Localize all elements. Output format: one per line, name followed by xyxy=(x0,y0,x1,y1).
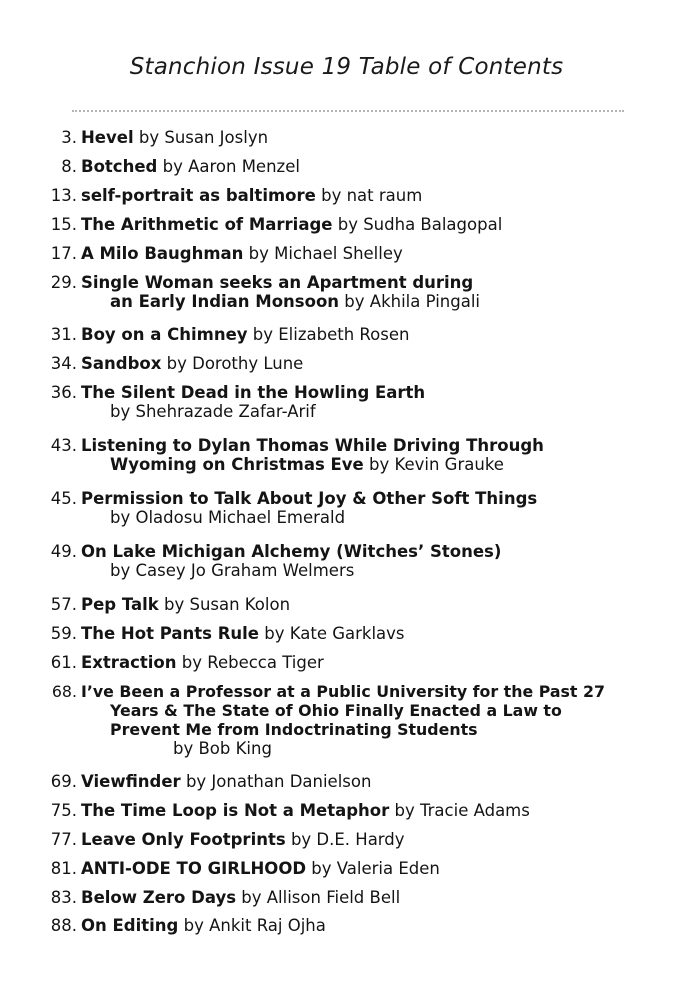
entry-title: Permission to Talk About Joy & Other Soft Things xyxy=(81,489,538,508)
page-number: 57. xyxy=(50,595,77,614)
page-number: 59. xyxy=(50,624,77,643)
entry-byline: by Valeria Eden xyxy=(311,859,440,878)
entry-title-line-1: I’ve Been a Professor at a Public University for the Past 27 xyxy=(81,682,605,701)
entry-byline: by D.E. Hardy xyxy=(290,830,405,849)
entry-title-line-1: Single Woman seeks an Apartment during xyxy=(81,273,474,292)
entry-byline: by Shehrazade Zafar-Arif xyxy=(110,402,316,421)
page-number: 31. xyxy=(50,325,77,344)
entry-title: self-portrait as baltimore xyxy=(81,186,316,205)
entry-title: Sandbox xyxy=(81,354,162,373)
entry-title-line-2: Years & The State of Ohio Finally Enacted a Law to xyxy=(110,701,562,720)
entry-byline: by Dorothy Lune xyxy=(166,354,304,373)
entry-byline: by Jonathan Danielson xyxy=(185,772,372,791)
page-number: 15. xyxy=(50,215,77,234)
page-number: 17. xyxy=(50,244,77,263)
page-number: 75. xyxy=(50,801,77,820)
entry-title: Botched xyxy=(81,157,158,176)
entry-title: The Arithmetic of Marriage xyxy=(81,215,333,234)
entry-byline: by Elizabeth Rosen xyxy=(252,325,410,344)
page-number: 81. xyxy=(50,859,77,878)
page-number: 8. xyxy=(61,157,77,176)
entry-byline: by Ankit Raj Ojha xyxy=(183,916,326,935)
entry-title: Extraction xyxy=(81,653,177,672)
entry-title-line-3: Prevent Me from Indoctrinating Students xyxy=(110,720,478,739)
page-title: Stanchion Issue 19 Table of Contents xyxy=(129,54,564,80)
page-number: 77. xyxy=(50,830,77,849)
entry-title: On Editing xyxy=(81,916,179,935)
entry-byline: by Oladosu Michael Emerald xyxy=(110,508,346,527)
page-number: 68. xyxy=(51,682,77,701)
entry-byline: by Bob King xyxy=(173,739,272,758)
page-number: 45. xyxy=(50,489,77,508)
page-number: 3. xyxy=(61,128,77,147)
entry-title: A Milo Baughman xyxy=(81,244,244,263)
entry-title-line-1: Listening to Dylan Thomas While Driving Through xyxy=(81,436,544,455)
page-number: 88. xyxy=(50,916,77,935)
entry-byline: by Rebecca Tiger xyxy=(181,653,324,672)
entry-byline: by Aaron Menzel xyxy=(162,157,300,176)
page-number: 83. xyxy=(50,888,77,907)
page-number: 34. xyxy=(50,354,77,373)
page-number: 61. xyxy=(50,653,77,672)
page-number: 69. xyxy=(50,772,77,791)
entry-title: On Lake Michigan Alchemy (Witches’ Stones) xyxy=(81,542,502,561)
entry-byline: by nat raum xyxy=(321,186,423,205)
entry-byline: by Allison Field Bell xyxy=(241,888,401,907)
page-number: 29. xyxy=(50,273,77,292)
entry-title: Below Zero Days xyxy=(81,888,237,907)
entry-title: ANTI-ODE TO GIRLHOOD xyxy=(81,859,307,878)
entry-title: Viewfinder xyxy=(81,772,181,791)
entry-title-line-2: Wyoming on Christmas Eve xyxy=(110,455,364,474)
entry-byline: by Akhila Pingali xyxy=(344,292,480,311)
dotted-divider xyxy=(72,110,624,112)
entry-byline: by Tracie Adams xyxy=(394,801,530,820)
entry-title: The Hot Pants Rule xyxy=(81,624,259,643)
entry-byline: by Kevin Grauke xyxy=(369,455,504,474)
entry-title: The Time Loop is Not a Metaphor xyxy=(81,801,390,820)
entry-title: Leave Only Footprints xyxy=(81,830,286,849)
entry-byline: by Susan Joslyn xyxy=(138,128,269,147)
page-number: 36. xyxy=(50,383,77,402)
page-number: 49. xyxy=(50,542,77,561)
entry-title-line-2: an Early Indian Monsoon xyxy=(110,292,340,311)
entry-byline: by Michael Shelley xyxy=(248,244,403,263)
entry-byline: by Susan Kolon xyxy=(163,595,291,614)
entry-title: Boy on a Chimney xyxy=(81,325,248,344)
entry-byline: by Sudha Balagopal xyxy=(337,215,503,234)
page-number: 43. xyxy=(50,436,77,455)
page-number: 13. xyxy=(50,186,77,205)
entry-byline: by Casey Jo Graham Welmers xyxy=(110,561,355,580)
entry-title: Hevel xyxy=(81,128,134,147)
entry-title: The Silent Dead in the Howling Earth xyxy=(81,383,426,402)
entry-title: Pep Talk xyxy=(81,595,159,614)
entry-byline: by Kate Garklavs xyxy=(264,624,405,643)
